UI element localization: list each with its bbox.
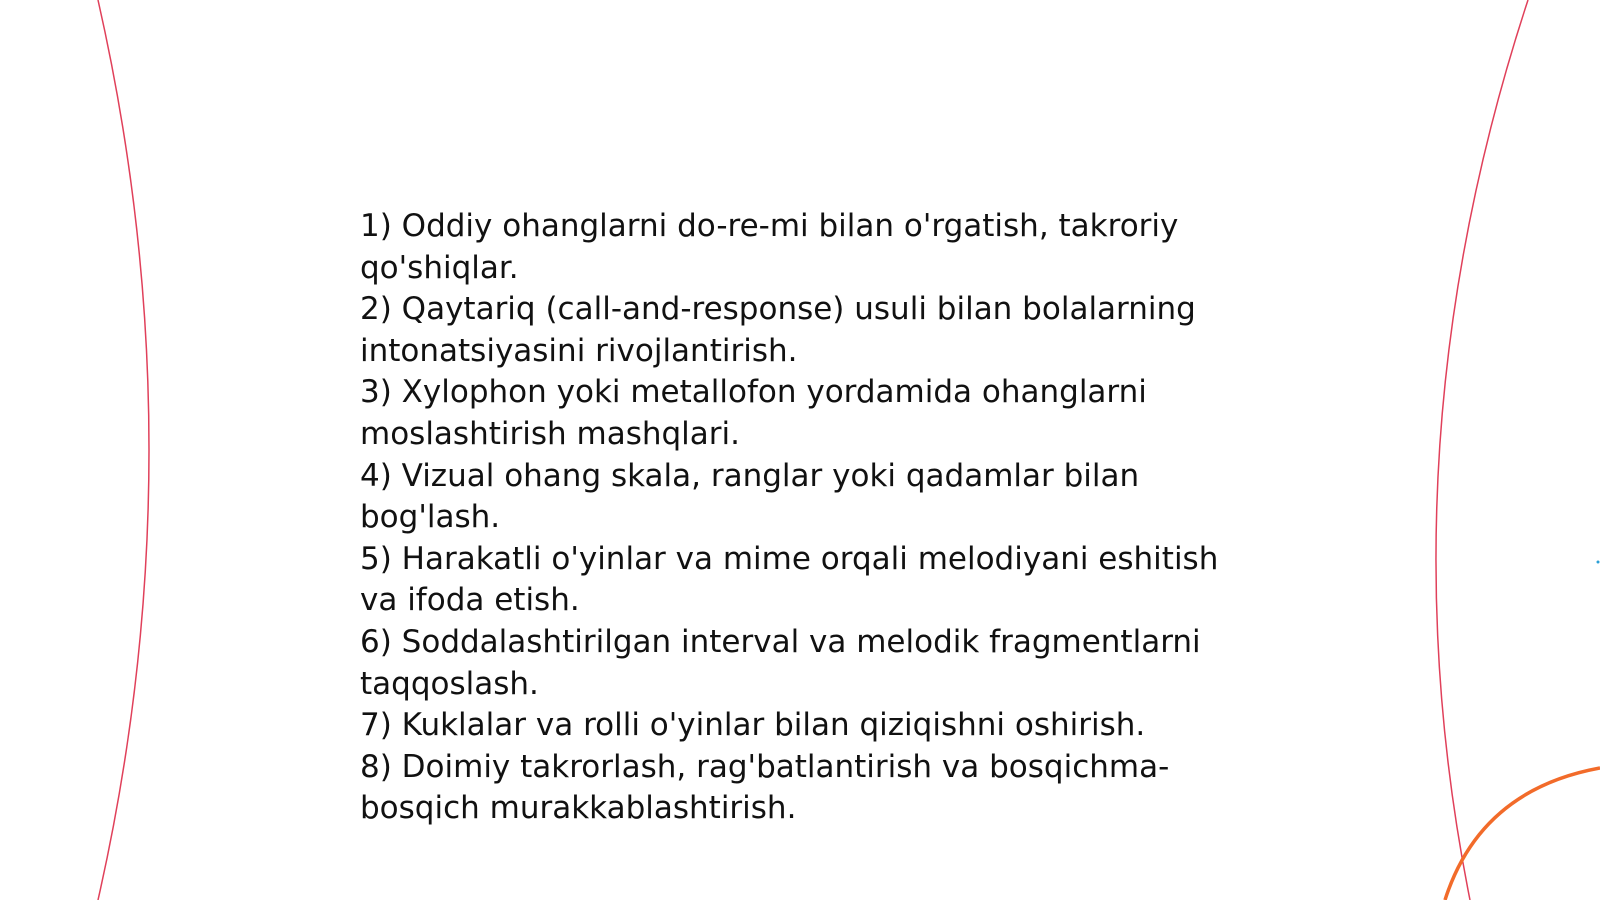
- accent-dot: [1597, 561, 1600, 564]
- list-item-2: 2) Qaytariq (call-and-response) usuli bilan bolalarning intonatsiyasini rivojlantirish.: [360, 291, 1196, 369]
- list-item-5: 5) Harakatli o'yinlar va mime orqali melodiyani eshitish va ifoda etish.: [360, 540, 1219, 619]
- left-curve-line: [98, 0, 149, 900]
- orange-arc: [1445, 768, 1600, 900]
- numbered-list: [360, 206, 1250, 830]
- list-item-3: 3) Xylophon yoki metallofon yordamida ohanglarni moslashtirish mashqlari.: [360, 374, 1147, 452]
- list-item-1: 1) Oddiy ohanglarni do-re-mi bilan o'rgatish, takroriy qo'shiqlar.: [360, 208, 1179, 286]
- list-item-4: 4) Vizual ohang skala, ranglar yoki qadamlar bilan bog'lash.: [360, 457, 1140, 536]
- list-item-6: 6) Soddalashtirilgan interval va melodik fragmentlarni taqqoslash.: [360, 623, 1201, 702]
- right-curve-line-upper: [1436, 0, 1528, 900]
- list-item-8: 8) Doimiy takrorlash, rag'batlantirish va bosqichma-bosqich murakkablashtirish.: [360, 748, 1170, 827]
- list-item-7: 7) Kuklalar va rolli o'yinlar bilan qiziqishni oshirish.: [360, 707, 1146, 744]
